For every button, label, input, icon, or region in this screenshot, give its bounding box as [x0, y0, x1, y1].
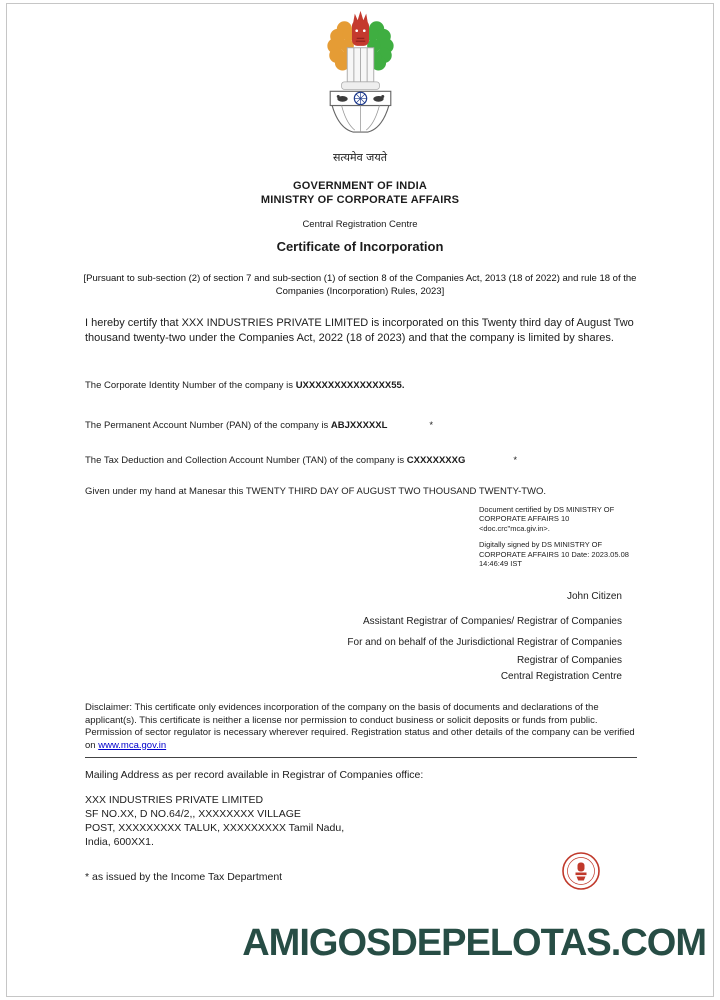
income-tax-footnote: * as issued by the Income Tax Department	[85, 871, 283, 883]
central-registration-centre-label: Central Registration Centre	[302, 219, 418, 230]
mca-website-link[interactable]: www.mca.gov.in	[98, 739, 167, 751]
address-line: XXX INDUSTRIES PRIVATE LIMITED	[85, 794, 264, 806]
disclaimer-text: Disclaimer: This certificate only evidences incorporation of the company on the basis of documents and declarations of the applicant(s). This certificate is neither a license nor permission to conduct business or solicit deposits or funds from public. Permission of sector regulator is necessary wherever required. Registration status and other details of the company can be verified on	[85, 702, 635, 751]
signatory-role: Assistant Registrar of Companies/ Registrar of Companies	[363, 616, 622, 627]
signatory-role: Central Registration Centre	[500, 671, 622, 682]
site-watermark: AMIGOSDEPELOTAS.COM	[242, 922, 706, 964]
tan-line	[85, 455, 642, 466]
signatory-block	[85, 591, 622, 682]
address-line: India, 600XX1.	[85, 835, 154, 848]
document-certified-text: Document certified by DS MINISTRY OF CORPORATE AFFAIRS 10 <doc.crc"mca.giv.in>.	[479, 505, 615, 533]
tan-asterisk: *	[513, 455, 518, 466]
cin-value: UXXXXXXXXXXXXXX55.	[295, 380, 405, 391]
pursuant-clause: [Pursuant to sub-section (2) of section 7 and sub-section (1) of section 8 of the Companies Act, 2013 (18 of 2022) and rule 18 of the Companies (Incorporation) Rules, 2023]	[83, 273, 637, 297]
pan-label: The Permanent Account Number (PAN) of the company is	[85, 420, 331, 431]
signatory-role: Registrar of Companies	[516, 655, 622, 666]
mailing-address-block	[85, 794, 635, 849]
cin-label: The Corporate Identity Number of the company is	[85, 380, 296, 391]
pan-line	[85, 420, 642, 431]
address-line: POST, XXXXXXXXX TALUK, XXXXXXXXX Tamil Nadu,	[85, 821, 345, 834]
red-seal-stamp-icon	[561, 851, 601, 891]
cin-line	[85, 380, 642, 391]
certificate-title: Certificate of Incorporation	[276, 239, 444, 254]
digital-signature-block	[479, 505, 637, 568]
mailing-address-heading: Mailing Address as per record available in Registrar of Companies office:	[85, 769, 424, 781]
signatory-name: John Citizen	[566, 591, 622, 602]
seal-container	[561, 851, 601, 891]
address-line: SF NO.XX, D NO.64/2,, XXXXXXXX VILLAGE	[85, 807, 301, 820]
satyameva-jayate-motto: सत्यमेव जयते	[332, 151, 387, 164]
section-divider	[85, 757, 637, 758]
ashoka-emblem-icon	[313, 8, 408, 150]
ministry-heading: MINISTRY OF CORPORATE AFFAIRS	[260, 194, 460, 206]
emblem-container	[0, 8, 720, 155]
tan-value: CXXXXXXXG	[406, 455, 466, 466]
pan-asterisk: *	[429, 420, 434, 431]
pan-value: ABJXXXXXL	[330, 420, 388, 431]
disclaimer-paragraph	[85, 702, 635, 752]
signatory-role: For and on behalf of the Jurisdictional Registrar of Companies	[347, 637, 622, 648]
certification-paragraph: I hereby certify that XXX INDUSTRIES PRIVATE LIMITED is incorporated on this Twenty third day of August Two thousand twenty-two under the Companies Act, 2022 (18 of 2023) and that the company is limited by shares.	[85, 317, 634, 344]
tan-label: The Tax Deduction and Collection Account Number (TAN) of the company is	[85, 455, 407, 466]
given-under-hand-line: Given under my hand at Manesar this TWENTY THIRD DAY OF AUGUST TWO THOUSAND TWENTY-TWO.	[85, 486, 547, 497]
digitally-signed-text: Digitally signed by DS MINISTRY OF CORPORATE AFFAIRS 10 Date: 2023.05.08 14:46:49 IST	[479, 540, 629, 568]
government-of-india-heading: GOVERNMENT OF INDIA	[293, 180, 427, 192]
